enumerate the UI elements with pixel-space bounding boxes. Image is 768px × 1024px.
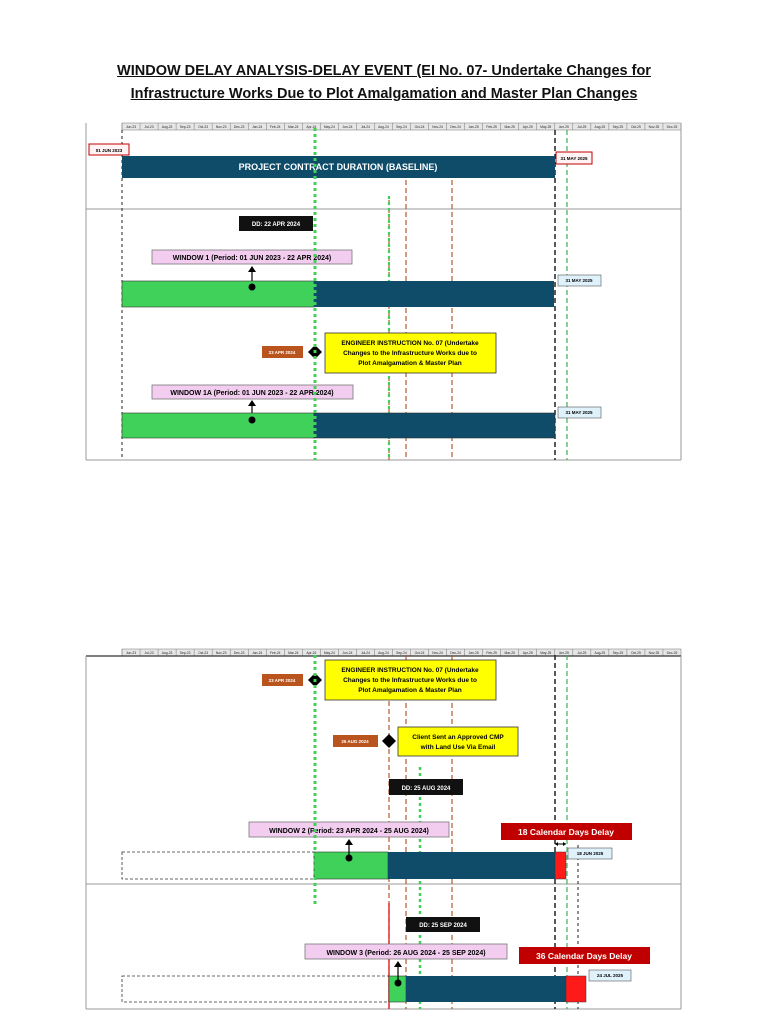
timeline-month-label: Aug-25 bbox=[594, 125, 606, 130]
window-2-arrowhead bbox=[345, 839, 353, 845]
window-2-delay-bar bbox=[555, 852, 566, 879]
window-1a-progress-bar bbox=[122, 413, 314, 438]
cmp-line-1: Client Sent an Approved CMP bbox=[412, 734, 504, 741]
timeline-month-label: Mar-24 bbox=[288, 125, 299, 130]
timeline-month-label: Mar-25 bbox=[504, 125, 515, 130]
timeline-month-label: Jul-23 bbox=[144, 125, 154, 130]
timeline-month-label: Oct-23 bbox=[198, 125, 209, 130]
timeline-month-label: Oct-25 bbox=[630, 651, 641, 656]
timeline-month-label: Apr-24 bbox=[306, 125, 317, 130]
timeline-axis bbox=[122, 123, 681, 130]
timeline-month-label: Jun-25 bbox=[558, 125, 569, 130]
timeline-month-label: Aug-25 bbox=[594, 651, 606, 656]
ei-line-3: Plot Amalgamation & Master Plan bbox=[358, 360, 462, 367]
timeline-month-label: Oct-23 bbox=[198, 651, 209, 656]
page-title-line-1: WINDOW DELAY ANALYSIS-DELAY EVENT (EI No. 07- Undertake Changes for bbox=[117, 63, 651, 79]
window-3-point bbox=[395, 980, 402, 987]
window-2-point bbox=[346, 855, 353, 862]
timeline-month-label: Jun-24 bbox=[342, 651, 353, 656]
timeline-month-label: Jun-24 bbox=[342, 125, 353, 130]
timeline-month-label: Jun-23 bbox=[125, 125, 137, 130]
window-3-label: WINDOW 3 (Period: 26 AUG 2024 - 25 SEP 2024) bbox=[326, 950, 486, 957]
timeline-month-label: Jul-25 bbox=[577, 125, 587, 130]
timeline-month-label: Jul-25 bbox=[577, 651, 587, 656]
timeline-month-label: Aug-24 bbox=[378, 651, 389, 656]
window-1a-label: WINDOW 1A (Period: 01 JUN 2023 - 22 APR 2024) bbox=[170, 390, 334, 397]
window-3-remaining-bar bbox=[406, 976, 566, 1002]
window-2-prior-period bbox=[122, 852, 314, 879]
cmp-line-2: with Land Use Via Email bbox=[420, 744, 496, 751]
timeline-month-label: Jun-25 bbox=[558, 651, 569, 656]
ei-line-3: Plot Amalgamation & Master Plan bbox=[358, 687, 462, 694]
window-3-delay-bar bbox=[566, 976, 586, 1002]
cmp-box bbox=[398, 727, 518, 756]
timeline-month-label: Jul-24 bbox=[360, 651, 370, 656]
timeline-month-label: Nov-25 bbox=[648, 651, 660, 656]
ei-line-1: ENGINEER INSTRUCTION No. 07 (Undertake bbox=[341, 667, 479, 674]
timeline-month-label: Dec-25 bbox=[666, 125, 678, 130]
timeline-month-label: Feb-24 bbox=[270, 125, 281, 130]
timeline-axis bbox=[122, 649, 681, 656]
timeline-month-label: Dec-24 bbox=[450, 125, 461, 130]
ei-line-2: Changes to the Infrastructure Works due to bbox=[343, 350, 477, 357]
timeline-month-label: Dec-23 bbox=[233, 651, 245, 656]
timeline-month-label: Nov-25 bbox=[648, 125, 660, 130]
timeline-month-label: Feb-25 bbox=[486, 125, 497, 130]
window-1-arrowhead bbox=[248, 266, 256, 272]
window-1-diagram bbox=[0, 120, 768, 465]
window-1-remaining-bar bbox=[314, 281, 554, 307]
timeline-month-label: Jan-25 bbox=[468, 125, 479, 130]
timeline-month-label: Jan-24 bbox=[252, 651, 263, 656]
window-3-delay-label: 36 Calendar Days Delay bbox=[536, 951, 632, 961]
timeline-month-label: Aug-23 bbox=[161, 651, 173, 656]
window-1a-remaining-bar bbox=[314, 413, 555, 438]
cmp-date-label: 25 AUG 2024 bbox=[341, 739, 369, 744]
timeline-month-label: Oct-25 bbox=[630, 125, 641, 130]
timeline-month-label: Jan-24 bbox=[252, 125, 263, 130]
window-2-delay-label: 18 Calendar Days Delay bbox=[518, 827, 614, 837]
window-1a-finish-label: 31 MAY 2025 bbox=[565, 410, 593, 415]
cmp-milestone-diamond bbox=[382, 734, 396, 748]
timeline-month-label: Sep-24 bbox=[396, 651, 407, 656]
timeline-month-label: Mar-24 bbox=[288, 651, 299, 656]
timeline-month-label: Sep-23 bbox=[179, 651, 191, 656]
timeline-month-label: Sep-24 bbox=[396, 125, 407, 130]
timeline-month-label: Nov-24 bbox=[432, 125, 443, 130]
timeline-month-label: Nov-23 bbox=[215, 651, 227, 656]
ei-line-1: ENGINEER INSTRUCTION No. 07 (Undertake bbox=[341, 340, 479, 347]
timeline-month-label: May-25 bbox=[540, 125, 552, 130]
timeline-month-label: Aug-23 bbox=[161, 125, 173, 130]
window-1-point bbox=[249, 284, 256, 291]
window-2-finish-label: 18 JUN 2025 bbox=[576, 851, 604, 856]
window-1-progress-bar bbox=[122, 281, 314, 307]
window-1-label: WINDOW 1 (Period: 01 JUN 2023 - 22 APR 2024) bbox=[172, 255, 332, 262]
ei-line-2: Changes to the Infrastructure Works due to bbox=[343, 677, 477, 684]
timeline-month-label: May-25 bbox=[540, 651, 552, 656]
timeline-month-label: Dec-23 bbox=[233, 125, 245, 130]
timeline-month-label: Mar-25 bbox=[504, 651, 515, 656]
window-2-label: WINDOW 2 (Period: 23 APR 2024 - 25 AUG 2024) bbox=[269, 828, 429, 835]
window-3-prior-period bbox=[122, 976, 389, 1002]
timeline-month-label: May-24 bbox=[323, 125, 335, 130]
ei-date-label: 23 APR 2024 bbox=[268, 350, 296, 355]
timeline-month-label: Feb-25 bbox=[486, 651, 497, 656]
page-title-line-2: Infrastructure Works Due to Plot Amalgamation and Master Plan Changes bbox=[130, 86, 638, 102]
timeline-month-label: Jul-23 bbox=[144, 651, 154, 656]
window-2-remaining-bar bbox=[388, 852, 555, 879]
timeline-month-label: Apr-25 bbox=[522, 125, 533, 130]
timeline-month-label: Jan-25 bbox=[468, 651, 479, 656]
window-1a-point bbox=[249, 417, 256, 424]
baseline-end-label: 31 MAY 2025 bbox=[560, 156, 588, 161]
timeline-month-label: Nov-23 bbox=[215, 125, 227, 130]
start-date-label: 01 JUN 2023 bbox=[95, 148, 123, 153]
window-1a-arrowhead bbox=[248, 400, 256, 406]
timeline-month-label: Dec-24 bbox=[450, 651, 461, 656]
data-date-2-label: DD: 25 AUG 2024 bbox=[401, 786, 451, 792]
data-date-label: DD: 22 APR 2024 bbox=[251, 222, 301, 228]
timeline-month-label: May-24 bbox=[323, 651, 335, 656]
timeline-month-label: Oct-24 bbox=[414, 125, 425, 130]
timeline-month-label: Aug-24 bbox=[378, 125, 389, 130]
window-1-finish-label: 31 MAY 2025 bbox=[565, 278, 593, 283]
timeline-month-label: Jun-23 bbox=[125, 651, 137, 656]
ei-date-label: 23 APR 2024 bbox=[268, 678, 296, 683]
window-2-3-diagram bbox=[0, 645, 768, 1024]
timeline-month-label: Sep-23 bbox=[179, 125, 191, 130]
timeline-month-label: Nov-24 bbox=[432, 651, 443, 656]
timeline-month-label: Sep-25 bbox=[612, 125, 624, 130]
timeline-month-label: Dec-25 bbox=[666, 651, 678, 656]
timeline-month-label: Feb-24 bbox=[270, 651, 281, 656]
timeline-month-label: Oct-24 bbox=[414, 651, 425, 656]
data-date-3-label: DD: 25 SEP 2024 bbox=[419, 923, 467, 929]
timeline-month-label: Jul-24 bbox=[360, 125, 370, 130]
timeline-month-label: Apr-25 bbox=[522, 651, 533, 656]
timeline-month-label: Apr-24 bbox=[306, 651, 317, 656]
window-3-finish-label: 24 JUL 2025 bbox=[597, 973, 623, 978]
window-3-arrowhead bbox=[394, 961, 402, 967]
timeline-month-label: Sep-25 bbox=[612, 651, 624, 656]
baseline-label: PROJECT CONTRACT DURATION (BASELINE) bbox=[238, 162, 438, 172]
